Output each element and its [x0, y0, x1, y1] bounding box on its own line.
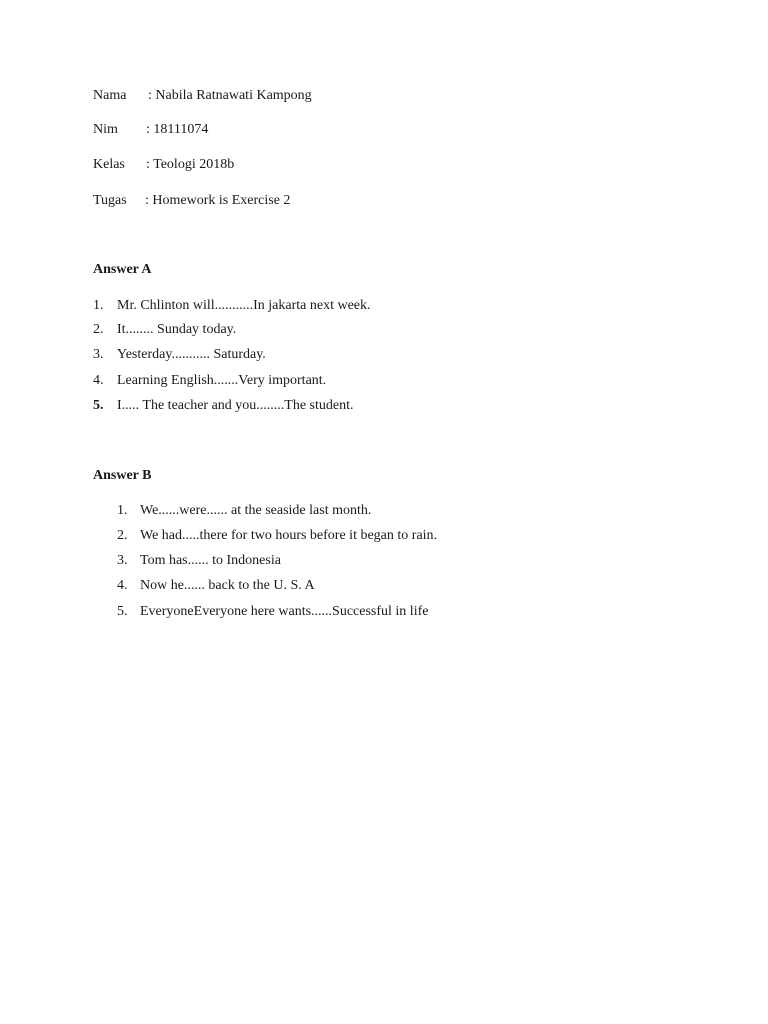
- info-label: Kelas: [93, 157, 125, 172]
- answer-a-heading: Answer A: [93, 262, 152, 277]
- info-value: : Homework is Exercise 2: [145, 193, 291, 208]
- list-text: We......were...... at the seaside last month.: [140, 503, 372, 518]
- list-text: It........ Sunday today.: [117, 322, 237, 337]
- list-text: Tom has...... to Indonesia: [140, 553, 281, 568]
- list-text: Now he...... back to the U. S. A: [140, 578, 315, 593]
- info-label: Nama: [93, 88, 127, 103]
- list-text: EveryoneEveryone here wants......Successful in life: [140, 604, 429, 619]
- list-number: 5.: [93, 398, 104, 413]
- info-value: : Nabila Ratnawati Kampong: [148, 88, 312, 103]
- list-number: 2.: [117, 528, 128, 543]
- list-number: 1.: [93, 298, 104, 313]
- list-text: We had.....there for two hours before it began to rain.: [140, 528, 438, 543]
- info-label: Tugas: [93, 193, 127, 208]
- answer-b-heading: Answer B: [93, 468, 152, 483]
- info-value: : Teologi 2018b: [146, 157, 235, 172]
- list-number: 5.: [117, 604, 128, 619]
- list-text: Yesterday........... Saturday.: [117, 347, 266, 362]
- list-text: Learning English.......Very important.: [117, 373, 327, 388]
- info-value: : 18111074: [146, 122, 209, 137]
- list-number: 3.: [93, 347, 104, 362]
- list-number: 2.: [93, 322, 104, 337]
- list-number: 4.: [117, 578, 128, 593]
- list-text: I..... The teacher and you........The student.: [117, 398, 354, 413]
- list-number: 3.: [117, 553, 128, 568]
- list-text: Mr. Chlinton will...........In jakarta next week.: [117, 298, 371, 313]
- info-label: Nim: [93, 122, 118, 137]
- list-number: 4.: [93, 373, 104, 388]
- list-number: 1.: [117, 503, 128, 518]
